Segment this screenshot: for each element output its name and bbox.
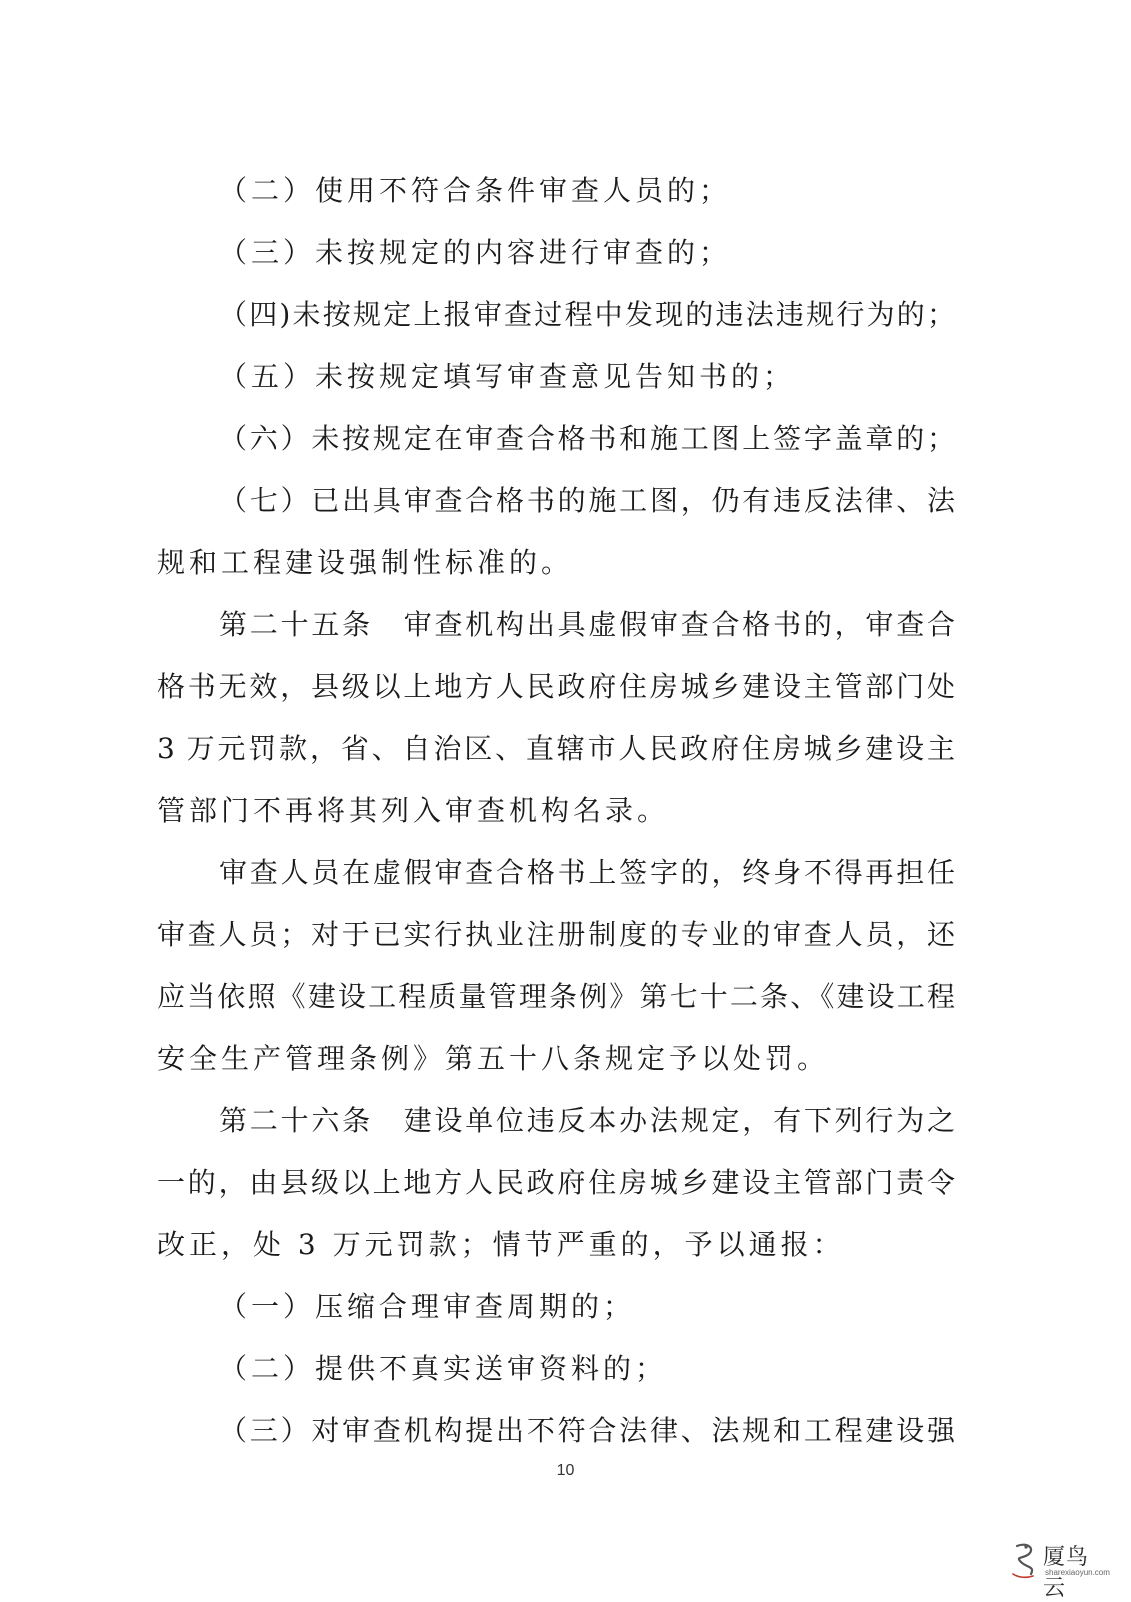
paragraph-line: 一的，由县级以上地方人民政府住房城乡建设主管部门责令 <box>157 1166 955 1199</box>
watermark-domain: sharexiaoyun.com <box>1045 1568 1110 1577</box>
paragraph-line: 应当依照《建设工程质量管理条例》第七十二条、《建设工程 <box>157 980 955 1013</box>
paragraph-line: 格书无效，县级以上地方人民政府住房城乡建设主管部门处 <box>157 670 955 703</box>
bird-logo-icon <box>1009 1540 1039 1580</box>
page-body <box>157 160 955 1462</box>
paragraph-line: 审查人员在虚假审查合格书上签字的，终身不得再担任 <box>219 856 955 889</box>
paragraph-line: 安全生产管理条例》第五十八条规定予以处罚。 <box>157 1042 830 1075</box>
list-item: （二）提供不真实送审资料的； <box>219 1352 668 1385</box>
list-item: （四)未按规定上报审查过程中发现的违法违规行为的； <box>219 298 955 331</box>
page-number: 10 <box>556 1462 575 1479</box>
list-item: （三）未按规定的内容进行审查的； <box>219 236 732 269</box>
list-item: （一）压缩合理审查周期的； <box>219 1290 636 1323</box>
paragraph-line: 管部门不再将其列入审查机构名录。 <box>157 794 670 827</box>
article-25-heading-line: 第二十五条 审查机构出具虚假审查合格书的，审查合 <box>219 608 955 641</box>
paragraph-line: 3 万元罚款，省、自治区、直辖市人民政府住房城乡建设主 <box>157 732 955 765</box>
paragraph-line: 审查人员；对于已实行执业注册制度的专业的审查人员，还 <box>157 918 955 951</box>
watermark-brand: 厦鸟云 <box>1043 1545 1090 1601</box>
watermark <box>1009 1538 1110 1601</box>
list-item: （五）未按规定填写审查意见告知书的； <box>219 360 796 393</box>
list-item: （六）未按规定在审查合格书和施工图上签字盖章的； <box>219 422 955 455</box>
list-item: （七）已出具审查合格书的施工图，仍有违反法律、法 <box>219 484 955 517</box>
article-26-heading-line: 第二十六条 建设单位违反本办法规定，有下列行为之 <box>219 1104 955 1137</box>
paragraph-line: 规和工程建设强制性标准的。 <box>157 546 574 579</box>
list-item: （三）对审查机构提出不符合法律、法规和工程建设强 <box>219 1414 955 1447</box>
paragraph-line: 改正，处 3 万元罚款；情节严重的，予以通报： <box>157 1228 845 1261</box>
list-item: （二）使用不符合条件审查人员的； <box>219 174 732 207</box>
